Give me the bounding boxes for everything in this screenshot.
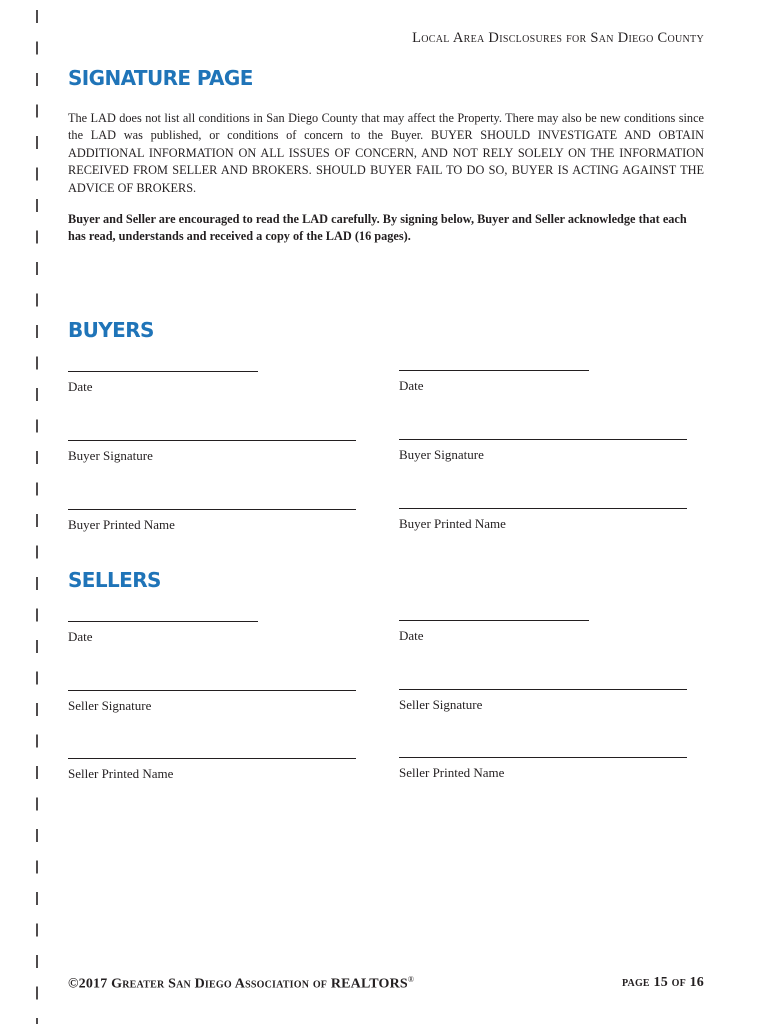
field-label: Buyer Signature [399, 447, 484, 462]
seller-2-signature-field[interactable] [399, 689, 687, 713]
field-label: Date [68, 379, 93, 394]
field-label: Date [399, 628, 424, 643]
field-label: Buyer Printed Name [68, 517, 175, 532]
seller-2-date-field[interactable] [399, 620, 589, 644]
signature-line[interactable] [399, 439, 687, 440]
signature-line[interactable] [399, 508, 687, 509]
seller-1-date-field[interactable] [68, 621, 258, 645]
signature-line[interactable] [399, 689, 687, 690]
field-label: Date [399, 378, 424, 393]
sellers-heading: SELLERS [68, 568, 161, 592]
field-label: Buyer Signature [68, 448, 153, 463]
seller-1-printed-name-field[interactable] [68, 758, 356, 782]
field-label: Seller Printed Name [68, 766, 174, 781]
signature-line[interactable] [68, 509, 356, 510]
signature-line[interactable] [68, 690, 356, 691]
signature-line[interactable] [399, 620, 589, 621]
buyer-2-date-field[interactable] [399, 370, 589, 394]
intro-paragraph: The LAD does not list all conditions in San Diego County that may affect the Property. There may also be new conditions since the LAD was published, or conditions of concern to the Buyer. BUYER SHOULD INVESTIGATE AND OBTAIN ADDITIONAL INFORMATION ON ALL ISSUES OF CONCERN, AND NOT RELY SOLELY ON THE INFORMATION RECEIVED FROM SELLER AND BROKERS. SHOULD BUYER FAIL TO DO SO, BUYER IS ACTING AGAINST THE ADVICE OF BROKERS. [68, 111, 704, 195]
signature-line[interactable] [399, 757, 687, 758]
buyer-1-signature-field[interactable] [68, 440, 356, 464]
signature-line[interactable] [68, 758, 356, 759]
buyers-heading: BUYERS [68, 318, 154, 342]
margin-line-marks [0, 0, 60, 1024]
buyer-1-printed-name-field[interactable] [68, 509, 356, 533]
registered-mark: ® [407, 975, 415, 984]
field-label: Buyer Printed Name [399, 516, 506, 531]
signature-line[interactable] [68, 621, 258, 622]
seller-1-signature-field[interactable] [68, 690, 356, 714]
copyright-text: ©2017 Greater San Diego Association of REALTORS [68, 976, 408, 992]
field-label: Date [68, 629, 93, 644]
footer-copyright [68, 975, 414, 993]
acknowledgment-paragraph: Buyer and Seller are encouraged to read the LAD carefully. By signing below, Buyer and Seller acknowledge that each has read, understands and received a copy of the LAD (16 pages). [68, 212, 687, 244]
field-label: Seller Printed Name [399, 765, 505, 780]
footer-page-number: page 15 of 16 [621, 975, 704, 990]
buyer-1-date-field[interactable] [68, 371, 258, 395]
signature-line[interactable] [399, 370, 589, 371]
running-header: Local Area Disclosures for San Diego County [412, 30, 704, 46]
seller-2-printed-name-field[interactable] [399, 757, 687, 781]
buyer-2-printed-name-field[interactable] [399, 508, 687, 532]
buyer-2-signature-field[interactable] [399, 439, 687, 463]
field-label: Seller Signature [68, 698, 152, 713]
signature-line[interactable] [68, 371, 258, 372]
field-label: Seller Signature [399, 697, 483, 712]
page-title: SIGNATURE PAGE [68, 66, 253, 90]
signature-line[interactable] [68, 440, 356, 441]
